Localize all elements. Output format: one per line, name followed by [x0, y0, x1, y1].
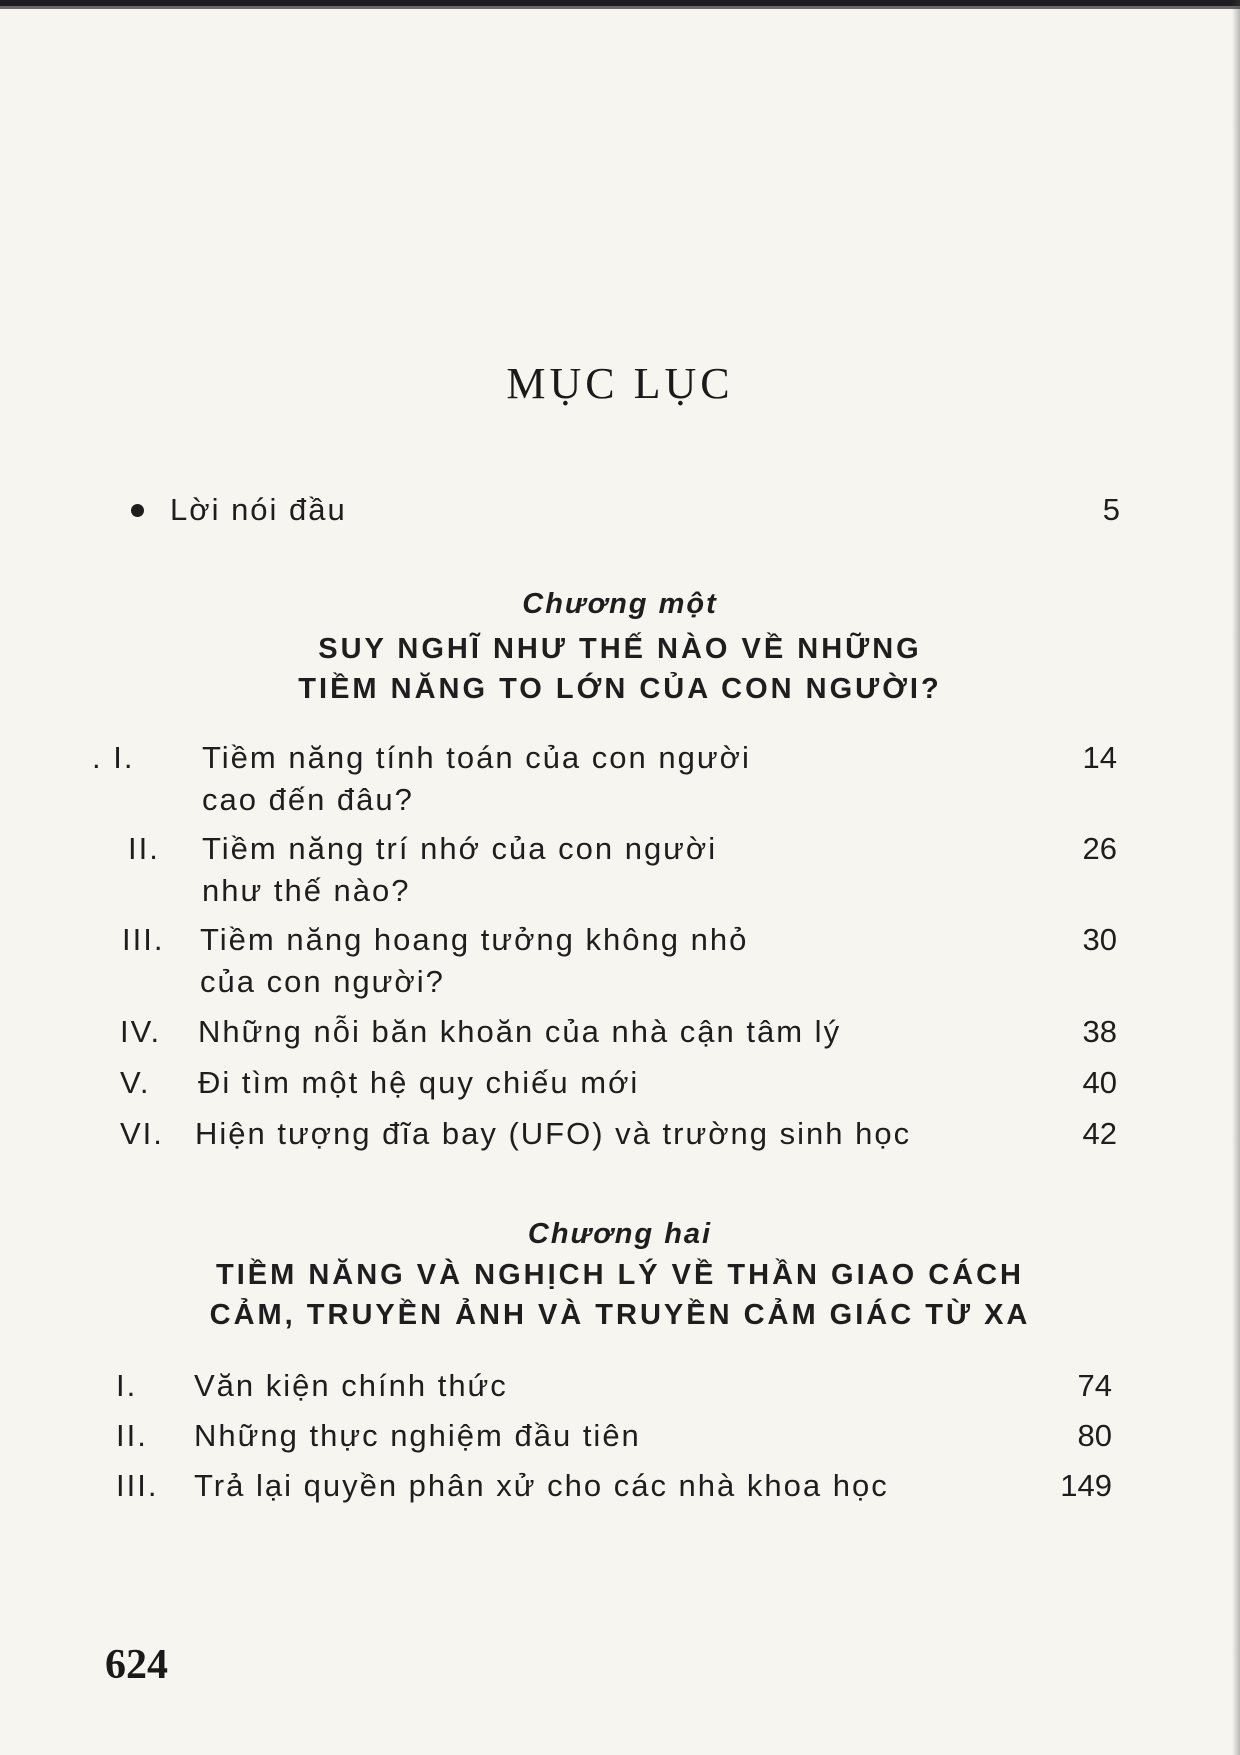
toc-entry — [120, 1063, 1117, 1103]
entry-number: IV. — [120, 1014, 162, 1049]
page-title: MỤC LỤC — [506, 359, 734, 408]
entry-number: VI. — [120, 1116, 164, 1151]
entry-label: Văn kiện chính thức — [194, 1368, 508, 1403]
entry-label: Lời nói đầu — [170, 492, 347, 527]
entry-label: Hiện tượng đĩa bay (UFO) và trường sinh học — [195, 1116, 912, 1151]
entry-page: 14 — [1082, 740, 1117, 775]
chapter-title-line: SUY NGHĨ NHƯ THẾ NÀO VỀ NHỮNG — [318, 633, 922, 665]
entry-number: V. — [120, 1065, 151, 1100]
toc-entry — [116, 1416, 1112, 1456]
chapter-label: Chương một — [522, 588, 718, 620]
entry-label: Những nỗi băn khoăn của nhà cận tâm lý — [198, 1014, 842, 1049]
page-top-edge — [0, 0, 1240, 14]
entry-label: Đi tìm một hệ quy chiếu mới — [198, 1065, 640, 1100]
chapter-title-line: TIỀM NĂNG TO LỚN CỦA CON NGƯỜI? — [298, 673, 942, 705]
entry-label: Trả lại quyền phân xử cho các nhà khoa học — [194, 1468, 889, 1503]
toc-entry — [116, 1466, 1112, 1506]
toc-entry — [120, 1114, 1117, 1154]
entry-page: 30 — [1082, 922, 1117, 957]
entry-label: Tiềm năng trí nhớ của con người — [202, 831, 718, 866]
entry-label: Những thực nghiệm đầu tiên — [194, 1418, 641, 1453]
entry-number: III. — [122, 922, 165, 957]
chapter-title-line: TIỀM NĂNG VÀ NGHỊCH LÝ VỀ THẦN GIAO CÁCH — [216, 1259, 1024, 1291]
chapter-title-line: CẢM, TRUYỀN ẢNH VÀ TRUYỀN CẢM GIÁC TỪ XA — [209, 1299, 1031, 1331]
entry-page: 5 — [1102, 492, 1120, 527]
entry-label: Tiềm năng tính toán của con người — [202, 740, 751, 775]
page-number: 624 — [105, 1642, 168, 1688]
entry-number: II. — [116, 1418, 148, 1453]
entry-page: 74 — [1077, 1368, 1112, 1403]
toc-entry — [122, 920, 1117, 999]
entry-page: 26 — [1082, 831, 1117, 866]
entry-number: III. — [116, 1468, 159, 1503]
page-right-edge — [1232, 0, 1240, 1755]
entry-label: Tiềm năng hoang tưởng không nhỏ — [200, 922, 749, 957]
bullet-icon — [131, 504, 144, 517]
entry-page: 149 — [1060, 1468, 1112, 1503]
toc-entry-intro — [170, 490, 1120, 530]
toc-entry — [116, 1366, 1112, 1406]
entry-page: 40 — [1082, 1065, 1117, 1100]
entry-page: 80 — [1077, 1418, 1112, 1453]
entry-label-cont: cao đến đâu? — [202, 782, 414, 817]
toc-entry — [120, 1012, 1117, 1052]
entry-label-cont: của con người? — [200, 964, 445, 999]
chapter-label: Chương hai — [527, 1218, 713, 1250]
entry-page: 42 — [1082, 1116, 1117, 1151]
toc-entry — [128, 829, 1117, 908]
entry-label-cont: như thế nào? — [202, 873, 411, 908]
entry-number: II. — [128, 831, 160, 866]
entry-number: I. — [116, 1368, 138, 1403]
entry-number: . I. — [92, 740, 135, 775]
toc-entry — [92, 738, 1117, 817]
entry-page: 38 — [1082, 1014, 1117, 1049]
